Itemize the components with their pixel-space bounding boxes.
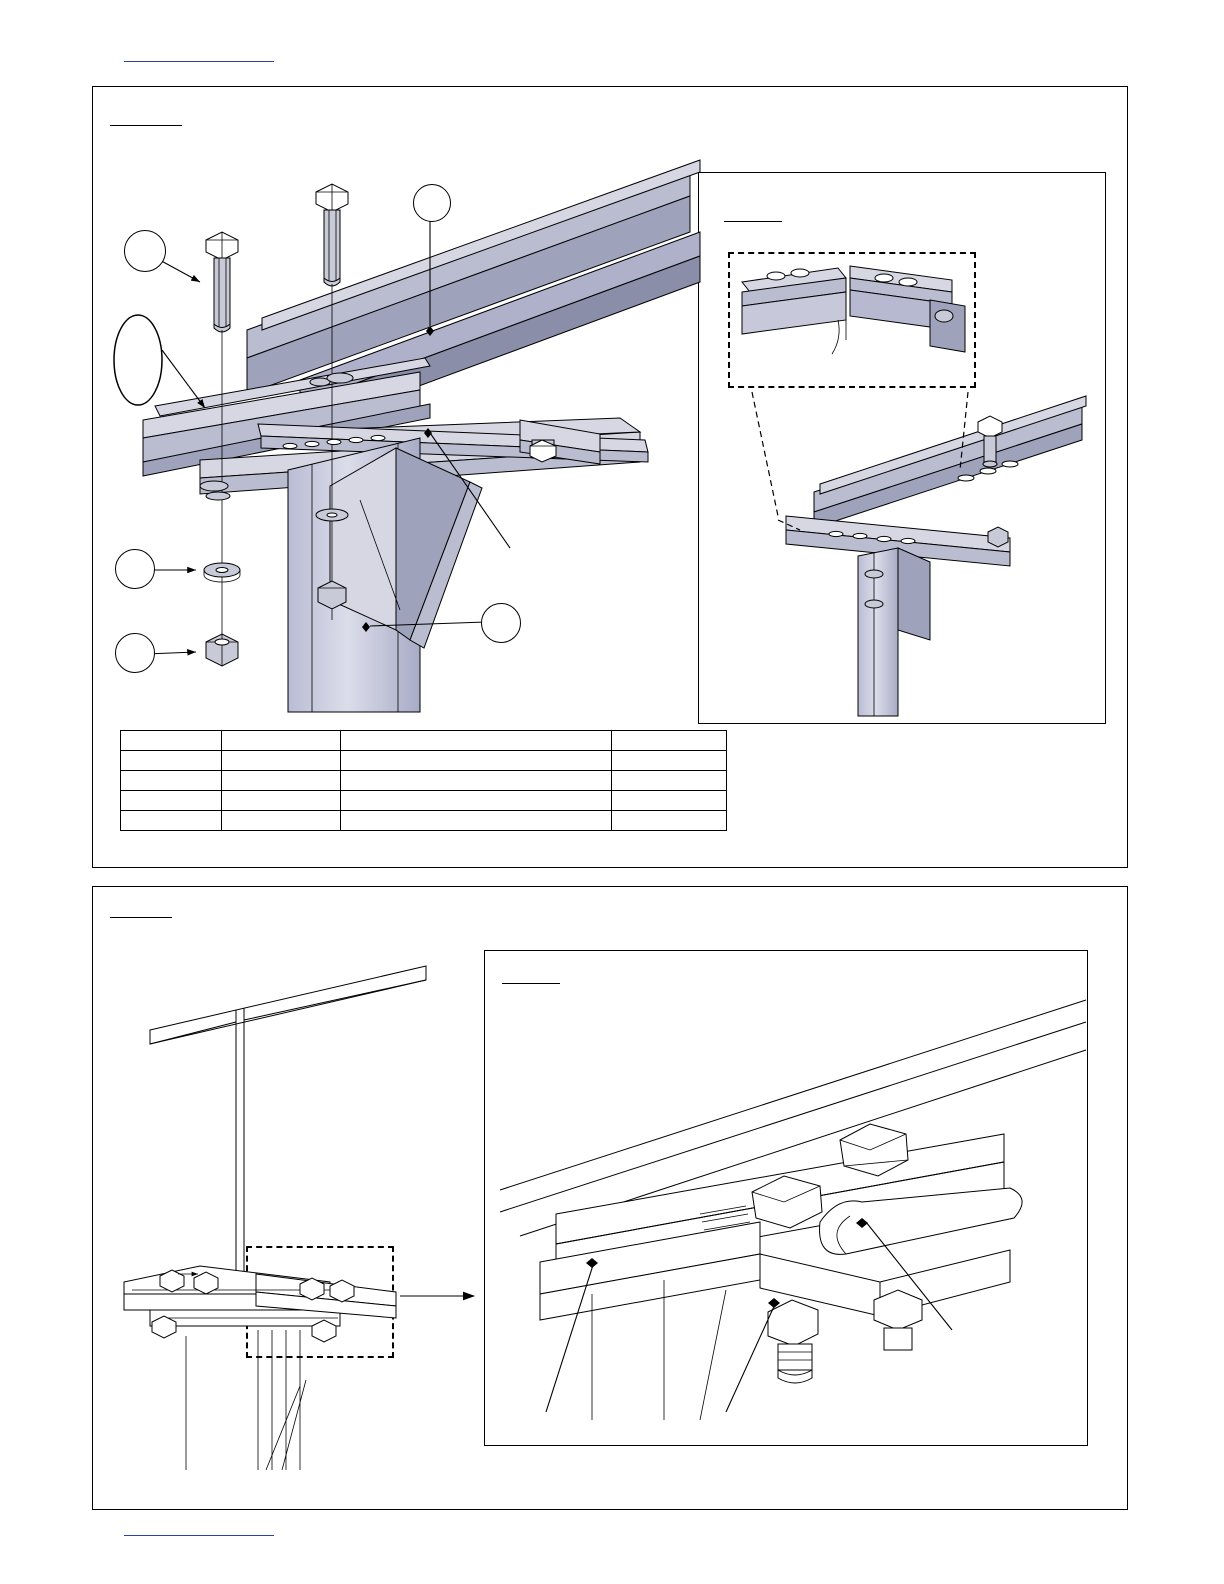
cell-part-number [612, 771, 727, 791]
cell-description [341, 811, 612, 831]
cell-part-number [612, 791, 727, 811]
callout-bubble-2[interactable] [413, 184, 451, 222]
cell-item [121, 791, 222, 811]
callout-bubble-3[interactable] [115, 549, 155, 589]
cell-qty [222, 811, 341, 831]
detail-dashed-box-top [728, 252, 976, 388]
parts-table [120, 730, 727, 831]
table-row [121, 791, 727, 811]
detail-dashed-box-bottom [246, 1246, 394, 1358]
cell-qty [222, 751, 341, 771]
header-part-number [612, 731, 727, 751]
footer-link[interactable] [124, 1524, 274, 1536]
cell-qty [222, 791, 341, 811]
callout-bubble-5[interactable] [481, 603, 521, 643]
cell-item [121, 771, 222, 791]
detail-panel-bottom-right [484, 950, 1088, 1446]
figure-top-title-rule [110, 124, 182, 126]
cell-part-number [612, 751, 727, 771]
header-description [341, 731, 612, 751]
cell-part-number [612, 811, 727, 831]
figure-bottom-title-rule [110, 916, 172, 918]
detail-top-right-title-rule [724, 220, 782, 222]
cell-description [341, 751, 612, 771]
table-header-row [121, 731, 727, 751]
cell-qty [222, 771, 341, 791]
table-row [121, 751, 727, 771]
callout-bubble-1[interactable] [124, 230, 166, 272]
cell-description [341, 771, 612, 791]
cell-description [341, 791, 612, 811]
detail-bottom-right-title-rule [502, 982, 560, 984]
header-item [121, 731, 222, 751]
table-row [121, 771, 727, 791]
table-row [121, 811, 727, 831]
cell-item [121, 751, 222, 771]
header-link[interactable] [124, 50, 274, 62]
cell-item [121, 811, 222, 831]
header-qty [222, 731, 341, 751]
callout-bubble-4[interactable] [115, 633, 155, 673]
